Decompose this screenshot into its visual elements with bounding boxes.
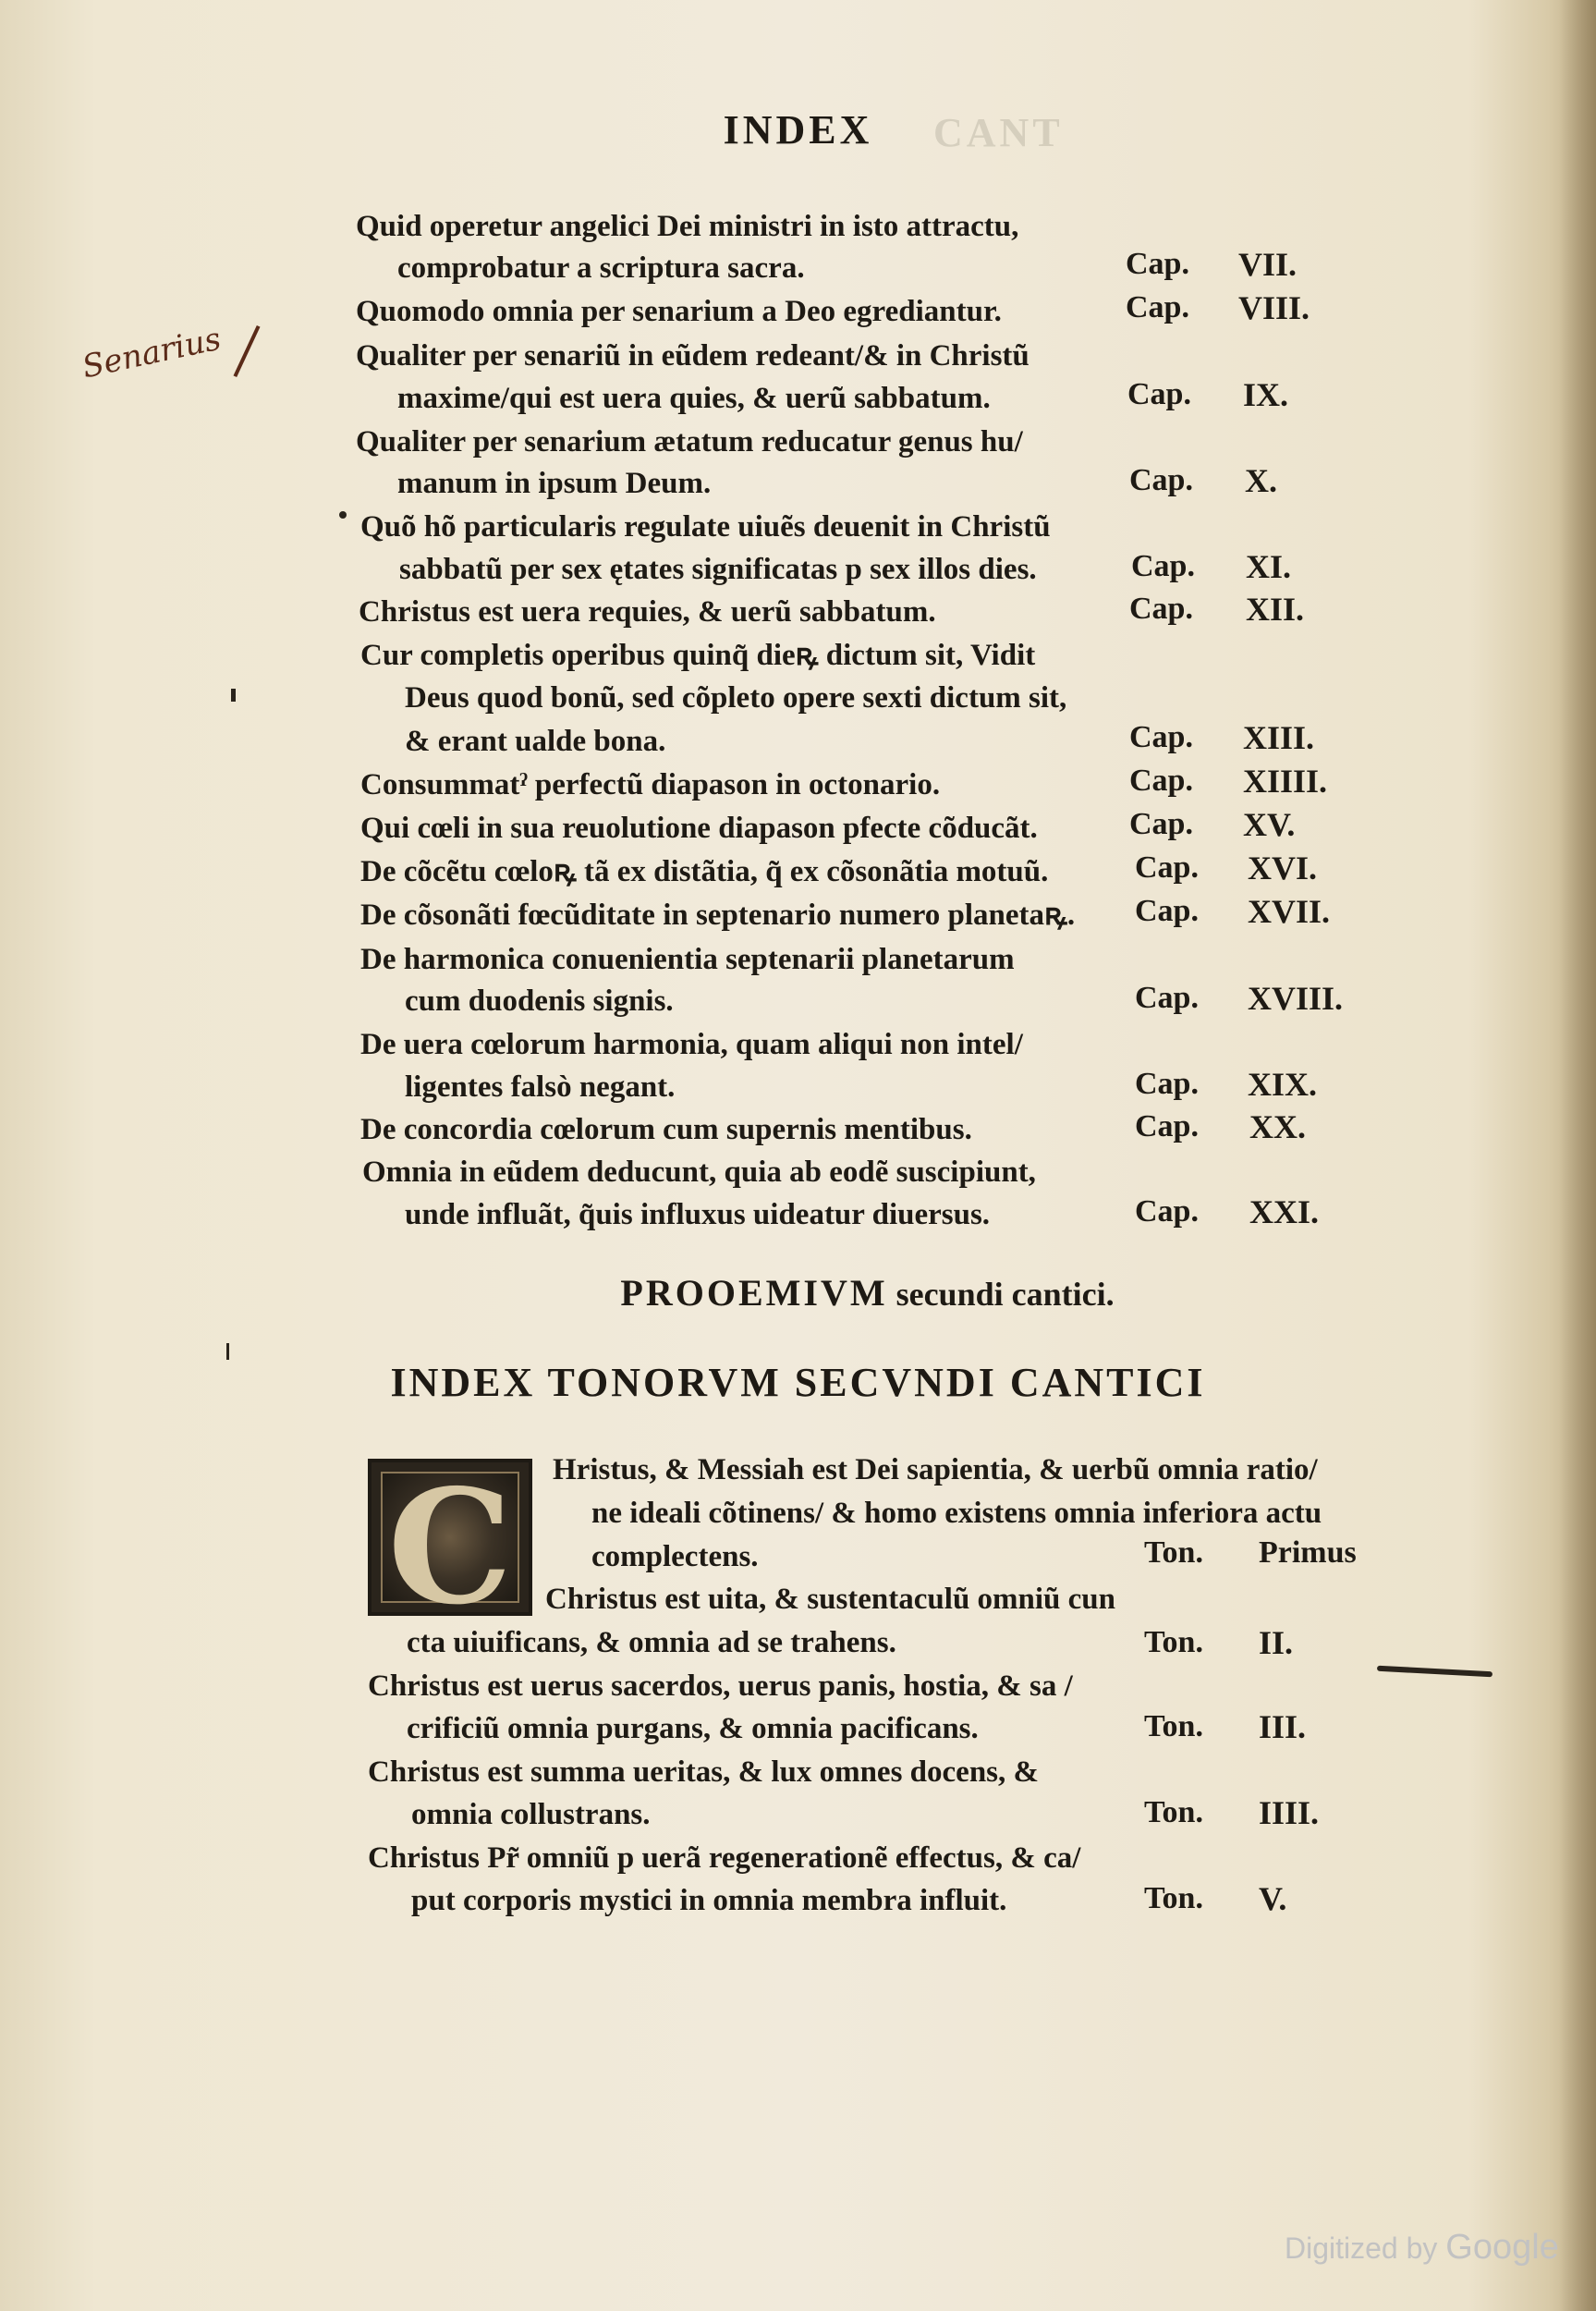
chapter-label: Cap. [1127, 377, 1191, 411]
margin-dash-mark [1377, 1666, 1492, 1678]
tone-number: V. [1259, 1880, 1287, 1917]
entry-line: Christus est uera requies, & uerũ sabbatum. [359, 595, 936, 629]
entry-line: Quid operetur angelici Dei ministri in isto attractu, [356, 210, 1019, 243]
entry-line: ligentes falsò negant. [405, 1070, 676, 1104]
entry-line: Deus quod bonũ, sed cõpleto opere sexti dictum sit, [405, 681, 1067, 715]
tone-number: IIII. [1259, 1794, 1320, 1831]
entry-line: Qualiter per senariũ in eũdem redeant/& in Christũ [356, 339, 1029, 373]
chapter-number: VII. [1238, 246, 1298, 283]
entry-line: omnia collustrans. [411, 1798, 651, 1831]
procemium-subtitle: secundi cantici. [895, 1276, 1115, 1313]
chapter-number: XVII. [1248, 893, 1331, 930]
chapter-label: Cap. [1129, 764, 1193, 798]
page-header: INDEX [723, 107, 873, 153]
chapter-number: IX. [1243, 376, 1289, 413]
tone-number: III. [1259, 1708, 1307, 1745]
chapter-number: XV. [1243, 806, 1296, 843]
entry-line: Qualiter per senarium ætatum reducatur genus hu/ [356, 425, 1023, 459]
entry-line: Omnia in eũdem deducunt, quia ab eodẽ suscipiunt, [362, 1156, 1036, 1189]
tone-label: Ton. [1144, 1709, 1203, 1743]
entry-line: manum in ipsum Deum. [397, 467, 712, 500]
chapter-number: XIX. [1248, 1066, 1318, 1103]
chapter-label: Cap. [1131, 549, 1195, 583]
entry-line: crificiũ omnia purgans, & omnia pacificans. [407, 1712, 979, 1745]
chapter-label: Cap. [1135, 1194, 1199, 1229]
watermark-brand: Google [1445, 2228, 1559, 2267]
entry-line: put corporis mystici in omnia membra influit. [411, 1884, 1007, 1917]
entry-line: De uera cœlorum harmonia, quam aliqui non intel/ [360, 1028, 1023, 1061]
entry-line: De cõcẽtu cœloꝶ tã ex distãtia, q̃ ex cõsonãtia motuũ. [360, 855, 1049, 888]
bleed-through-header: CANT [933, 110, 1064, 155]
entry-line: De cõsonãti fœcũditate in septenario numero planetaꝶ. [360, 899, 1076, 932]
decorated-initial [368, 1455, 532, 1640]
entry-line: cta uiuificans, & omnia ad se trahens. [407, 1626, 896, 1659]
chapter-label: Cap. [1135, 1067, 1199, 1101]
entry-line: De harmonica conuenientia septenarii planetarum [360, 943, 1015, 976]
entry-line: sabbatũ per sex ętates significatas p sex illos dies. [399, 553, 1037, 586]
entry-line: Hristus, & Messiah est Dei sapientia, & uerbũ omnia ratio/ [553, 1453, 1318, 1486]
chapter-label: Cap. [1135, 981, 1199, 1015]
chapter-label: Cap. [1129, 463, 1193, 497]
chapter-number: XIII. [1243, 719, 1315, 756]
chapter-label: Cap. [1126, 247, 1189, 281]
bullet-mark [339, 511, 347, 519]
procemium-heading [69, 1271, 1596, 1314]
stray-mark [226, 1343, 229, 1360]
entry-line: Christus est uita, & sustentaculũ omniũ cun [545, 1583, 1116, 1616]
entry-line: Christus est uerus sacerdos, uerus panis, hostia, & sa / [368, 1669, 1073, 1703]
chapter-label: Cap. [1126, 290, 1189, 324]
entry-line: Qui cœli in sua reuolutione diapason pfecte cõducãt. [360, 812, 1038, 845]
entry-line: ne ideali cõtinens/ & homo existens omnia inferiora actu [591, 1497, 1322, 1530]
initial-ornament [381, 1455, 519, 1640]
entry-line: & erant ualde bona. [405, 725, 666, 758]
entry-line: complectens. [591, 1540, 759, 1573]
chapter-label: Cap. [1135, 1109, 1199, 1143]
handwritten-margin-note: Senarius [79, 320, 225, 386]
tone-label: Ton. [1144, 1535, 1203, 1570]
index-tonorum-title: INDEX TONORVM SECVNDI CANTICI [390, 1360, 1206, 1405]
tone-number: Primus [1259, 1535, 1357, 1570]
procemium-title: PROOEMIVM [620, 1272, 888, 1314]
tone-label: Ton. [1144, 1795, 1203, 1829]
chapter-label: Cap. [1135, 850, 1199, 885]
entry-line: Christus Pr̃ omniũ p uerã regenerationẽ effectus, & ca/ [368, 1841, 1081, 1875]
entry-line: Quõ hõ particularis regulate uiuẽs deuenit in Christũ [360, 510, 1051, 544]
chapter-number: XI. [1246, 548, 1292, 585]
chapter-number: X. [1245, 462, 1277, 499]
margin-slash-mark [234, 325, 261, 377]
entry-line: Christus est summa ueritas, & lux omnes docens, & [368, 1755, 1039, 1789]
page-edge-shadow [1559, 0, 1596, 2311]
chapter-label: Cap. [1129, 807, 1193, 841]
chapter-number: VIII. [1238, 289, 1310, 326]
chapter-number: XXI. [1249, 1193, 1320, 1230]
entry-line: unde influãt, q̃uis influxus uideatur diuersus. [405, 1198, 991, 1231]
entry-line: maxime/qui est uera quies, & uerũ sabbatum. [397, 382, 991, 415]
chapter-number: XVI. [1248, 850, 1318, 886]
entry-line: Quomodo omnia per senarium a Deo egrediantur. [356, 295, 1002, 328]
entry-line: De concordia cœlorum cum supernis mentibus. [360, 1113, 972, 1146]
tone-number: II. [1259, 1624, 1294, 1661]
initial-letter: C [387, 1455, 513, 1640]
entry-line: Consummatˀ perfectũ diapason in octonario. [360, 768, 941, 801]
chapter-label: Cap. [1135, 894, 1199, 928]
chapter-number: XX. [1249, 1108, 1306, 1145]
chapter-label: Cap. [1129, 592, 1193, 626]
chapter-number: XIIII. [1243, 763, 1328, 800]
tone-label: Ton. [1144, 1625, 1203, 1659]
chapter-number: XVIII. [1248, 980, 1344, 1017]
chapter-number: XII. [1246, 591, 1305, 628]
entry-line: Cur completis operibus quinq̃ dieꝶ dictum sit, Vidit [360, 639, 1036, 672]
stray-mark [231, 689, 236, 702]
chapter-label: Cap. [1129, 720, 1193, 754]
entry-line: cum duodenis signis. [405, 984, 674, 1018]
digitized-watermark [1285, 2228, 1559, 2268]
entry-line: comprobatur a scriptura sacra. [397, 251, 805, 285]
tone-label: Ton. [1144, 1881, 1203, 1915]
watermark-prefix: Digitized by [1285, 2232, 1438, 2265]
